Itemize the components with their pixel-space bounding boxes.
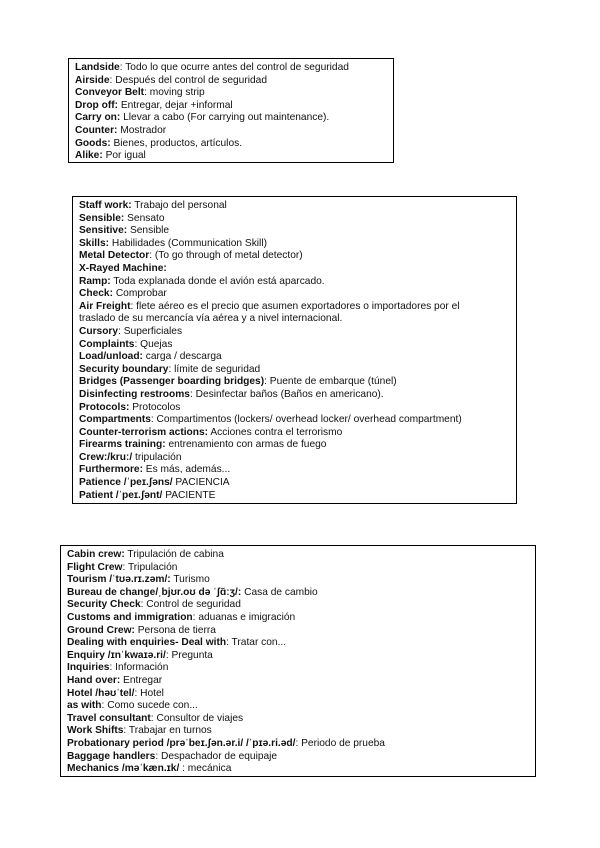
entry-term: Bureau de change/ˌbjʊr.oʊ də ˈʃɑ̃ːʒ/: <box>67 586 242 598</box>
entry-term: Metal Detector <box>79 250 150 262</box>
entry-term: Counter-terrorism actions: <box>79 426 209 438</box>
glossary-entry <box>67 725 529 738</box>
entry-term: Inquiries <box>67 662 110 674</box>
glossary-entry <box>75 87 387 100</box>
entry-term: Alike: <box>75 150 103 162</box>
glossary-box-2 <box>72 196 517 504</box>
glossary-entry <box>79 351 510 364</box>
entry-definition: : mecánica <box>179 763 232 775</box>
entry-definition: Comprobar <box>112 288 167 300</box>
glossary-entry <box>79 213 510 226</box>
glossary-entry <box>67 562 529 575</box>
entry-definition: Bienes, productos, artículos. <box>110 137 243 149</box>
glossary-entry <box>79 339 510 352</box>
glossary-entry <box>75 62 387 75</box>
entry-term: Security boundary <box>79 363 169 375</box>
glossary-entry <box>67 599 529 612</box>
entry-definition: : Información <box>109 662 169 674</box>
entry-definition: Tripulación de cabina <box>124 549 224 560</box>
entry-term: Sensible: <box>79 212 125 224</box>
glossary-entry <box>79 490 510 503</box>
entry-definition: Es más, además... <box>142 464 231 476</box>
entry-definition: Sensato <box>124 212 165 224</box>
entry-term: Skills: <box>79 237 110 249</box>
entry-term: Air Freight <box>79 300 131 312</box>
glossary-entry <box>67 738 529 751</box>
entry-definition: : Superficiales <box>118 325 183 337</box>
entry-term: Mechanics /məˈkæn.ɪk/ <box>67 763 180 775</box>
entry-definition: : Puente de embarque (túnel) <box>264 376 397 388</box>
entry-term: as with <box>67 700 102 712</box>
entry-definition: : Hotel <box>134 687 164 699</box>
entry-term: Sensitive: <box>79 225 128 237</box>
entry-definition: Acciones contra el terrorismo <box>208 426 343 438</box>
entry-definition: : Tripulación <box>122 561 178 573</box>
entry-term: Cursory <box>79 325 119 337</box>
entry-definition: Sensible <box>127 225 170 237</box>
glossary-entry <box>79 276 510 289</box>
entry-definition: carga / descarga <box>142 351 222 363</box>
entry-term: Enquiry /ɪnˈkwaɪə.ri/ <box>67 649 166 661</box>
glossary-entry <box>67 700 529 713</box>
entry-definition: traslado de su mercancía vía aérea y a nivel internacional. <box>79 313 343 325</box>
entry-definition: : límite de seguridad <box>168 363 261 375</box>
entry-term: Firearms training: <box>79 439 166 451</box>
entry-term: Ramp: <box>79 275 111 287</box>
glossary-entry <box>67 625 529 638</box>
entry-term: Customs and immigration <box>67 611 193 623</box>
entry-term: Landside <box>75 62 120 73</box>
entry-definition: Mostrador <box>117 124 167 136</box>
entry-term: Security Check <box>67 599 141 611</box>
glossary-box-3 <box>60 545 536 777</box>
glossary-entry <box>79 389 510 402</box>
glossary-entry <box>79 326 510 339</box>
entry-definition: : Quejas <box>134 338 173 350</box>
glossary-entry <box>79 364 510 377</box>
entry-term: Bridges (Passenger boarding bridges) <box>79 376 265 388</box>
entry-term: Goods: <box>75 137 111 149</box>
glossary-entry <box>67 574 529 587</box>
entry-definition: Habilidades (Communication Skill) <box>109 237 267 249</box>
entry-term: Counter: <box>75 124 118 136</box>
entry-term: Cabin crew: <box>67 549 125 560</box>
entry-definition: Casa de cambio <box>241 586 318 598</box>
glossary-entry <box>75 138 387 151</box>
entry-definition: PACIENCIA <box>172 477 230 489</box>
entry-term: Travel consultant <box>67 712 151 724</box>
glossary-entry <box>67 549 529 562</box>
glossary-entry <box>79 288 510 301</box>
entry-term: Carry on: <box>75 112 121 124</box>
glossary-entry <box>67 662 529 675</box>
entry-definition: Turismo <box>170 574 210 586</box>
glossary-entry <box>79 225 510 238</box>
glossary-entry <box>67 612 529 625</box>
glossary-entry <box>79 376 510 389</box>
glossary-entry <box>79 200 510 213</box>
glossary-entry <box>67 751 529 764</box>
entry-definition: : Control de seguridad <box>140 599 241 611</box>
entry-term: Crew:/kruː/ <box>79 451 133 463</box>
glossary-box-1 <box>68 58 394 163</box>
entry-definition: Toda explanada donde el avión está aparcado. <box>110 275 325 287</box>
glossary-entry <box>79 464 510 477</box>
glossary-entry <box>67 650 529 663</box>
glossary-entry <box>67 675 529 688</box>
entry-definition: : aduanas e imigración <box>192 611 296 623</box>
entry-definition: Entregar <box>120 674 163 686</box>
entry-definition: : Periodo de prueba <box>295 737 385 749</box>
entry-term: Patient /ˈpeɪ.ʃənt/ <box>79 489 163 501</box>
entry-term: Hotel /həʊˈtel/ <box>67 687 135 699</box>
glossary-entry <box>75 150 387 163</box>
glossary-entry <box>79 263 510 276</box>
entry-definition: Persona de tierra <box>134 624 216 636</box>
glossary-entry <box>75 75 387 88</box>
entry-term: Tourism /ˈtʊə.rɪ.zəm/: <box>67 574 171 586</box>
entry-term: X-Rayed Machine: <box>79 262 167 274</box>
entry-term: Work Shifts <box>67 725 124 737</box>
entry-term: Check: <box>79 288 113 300</box>
entry-term: Airside <box>75 74 110 86</box>
entry-term: Disinfecting restrooms <box>79 388 190 400</box>
entry-term: Furthermore: <box>79 464 143 476</box>
entry-definition: : Despachador de equipaje <box>155 750 278 762</box>
glossary-entry <box>79 452 510 465</box>
glossary-entry <box>79 427 510 440</box>
entry-definition: : Después del control de seguridad <box>109 74 267 86</box>
entry-definition: tripulación <box>132 451 182 463</box>
entry-definition: : moving strip <box>144 87 205 99</box>
glossary-entry <box>67 587 529 600</box>
entry-definition: Protocolos <box>129 401 181 413</box>
entry-definition: : Trabajar en turnos <box>123 725 212 737</box>
entry-definition: : Tratar con... <box>226 637 287 649</box>
glossary-entry <box>79 414 510 427</box>
glossary-entry <box>75 125 387 138</box>
entry-term: Probationary period /prəˈbeɪ.ʃən.ər.i/ /ˈpɪə.ri.əd/ <box>67 737 296 749</box>
entry-definition: Entregar, dejar +informal <box>118 99 233 111</box>
entry-term: Patience /ˈpeɪ.ʃəns/ <box>79 477 173 489</box>
glossary-entry <box>75 100 387 113</box>
entry-definition: : Pregunta <box>165 649 213 661</box>
entry-term: Conveyor Belt <box>75 87 145 99</box>
glossary-entry <box>79 238 510 251</box>
entry-definition: : Desinfectar baños (Baños en americano). <box>189 388 384 400</box>
glossary-entry <box>75 112 387 125</box>
entry-definition: : flete aéreo es el precio que asumen exportadores o importadores por el <box>130 300 460 312</box>
entry-definition: : Consultor de viajes <box>150 712 244 724</box>
glossary-entry <box>79 402 510 415</box>
entry-definition: entrenamiento con armas de fuego <box>165 439 327 451</box>
entry-term: Ground Crew: <box>67 624 135 636</box>
entry-definition: : Todo lo que ocurre antes del control de seguridad <box>119 62 349 73</box>
entry-definition: PACIENTE <box>162 489 216 501</box>
entry-term: Complaints <box>79 338 135 350</box>
glossary-entry <box>67 637 529 650</box>
entry-term: Compartments <box>79 414 151 426</box>
entry-definition: Por igual <box>102 150 146 162</box>
glossary-entry <box>79 313 510 326</box>
glossary-entry <box>67 688 529 701</box>
entry-definition: : Como sucede con... <box>101 700 198 712</box>
entry-definition: : Compartimentos (lockers/ overhead locker/ overhead compartment) <box>150 414 462 426</box>
entry-definition: : (To go through of metal detector) <box>149 250 303 262</box>
glossary-entry <box>79 250 510 263</box>
glossary-entry <box>79 439 510 452</box>
entry-term: Hand over: <box>67 674 121 686</box>
entry-term: Baggage handlers <box>67 750 156 762</box>
entry-definition: Trabajo del personal <box>131 200 227 211</box>
entry-term: Dealing with enquiries- Deal with <box>67 637 227 649</box>
glossary-entry <box>79 477 510 490</box>
glossary-entry <box>67 713 529 726</box>
entry-definition: Llevar a cabo (For carrying out maintenance). <box>120 112 330 124</box>
entry-term: Staff work: <box>79 200 132 211</box>
entry-term: Drop off: <box>75 99 118 111</box>
entry-term: Protocols: <box>79 401 130 413</box>
entry-term: Flight Crew <box>67 561 123 573</box>
glossary-entry <box>67 763 529 776</box>
glossary-entry <box>79 301 510 314</box>
entry-term: Load/unload: <box>79 351 143 363</box>
